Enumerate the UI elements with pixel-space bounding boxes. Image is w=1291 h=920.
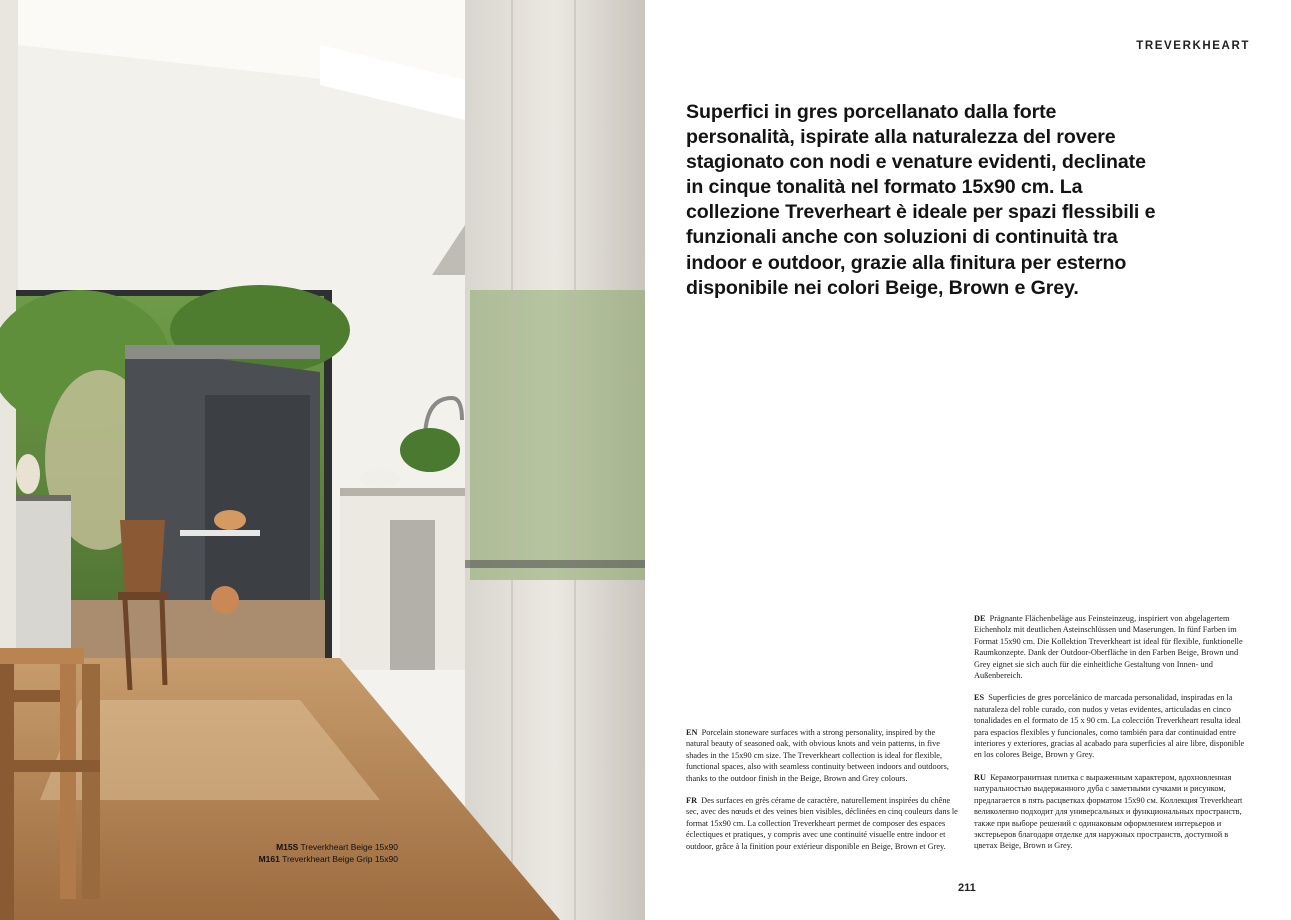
translation-text: Prägnante Flächenbeläge aus Feinsteinzeug, inspiriert von abgelagertem Eichenholz mit deutlichen Asteinschlüssen und Maserungen. In fünf Farben im Format 15x90 cm. Die Kollektion Treverkheart ist ideal für flexible, funktionelle Raumkonzepte. Dank der Outdoor-Oberfläche in den Farben Beige, Brown und Grey eignet sie sich auch für die einheitliche Gestaltung von Innen- und Außenbereich.: [974, 614, 1243, 681]
translation-es: [974, 692, 1250, 760]
lang-code: EN: [686, 728, 698, 737]
intro-paragraph: Superfici in gres porcellanato dalla forte personalità, ispirate alla naturalezza del rovere stagionato con nodi e venature evidenti, declinate in cinque tonalità nel formato 15x90 cm. La collezione Treverheart è ideale per spazi flessibili e funzionali anche con soluzioni di continuità tra indoor e outdoor, grazie alla finitura per esterno disponibile nei colori Beige, Brown e Grey.: [686, 101, 1156, 299]
translation-column-left: [686, 727, 960, 863]
translation-ru: [974, 772, 1250, 852]
translation-text: Superficies de gres porcelánico de marcada personalidad, inspiradas en la naturaleza del roble curado, con nudos y vetas evidentes, articuladas en cinco tonalidades en el formato de 15 x 90 cm. La colección Treverkheart resulta ideal para espacios flexibles y funcionales, como también para dar continuidad entre interiores y exteriores, gracias al acabado para superficies al aire libre, disponible en los colores Beige, Brown y Grey.: [974, 693, 1245, 760]
kitchen-photo: [0, 0, 645, 920]
text-page: [645, 0, 1291, 920]
translation-text: Porcelain stoneware surfaces with a strong personality, inspired by the natural beauty of seasoned oak, with obvious knots and vein patterns, in five shades in the 15x90 cm size. The Treverkheart collection is ideal for flexible, functional spaces, also with seamless continuity between indoors and outdoors, thanks to the outdoor finish in the Beige, Brown and Grey colours.: [686, 728, 949, 783]
lang-code: ES: [974, 693, 985, 703]
translation-en: [686, 727, 960, 784]
lang-code: RU: [974, 772, 986, 782]
caption-line-2: [170, 853, 398, 865]
page-number: 211: [958, 882, 976, 894]
kitchen-illustration: [0, 0, 645, 920]
translation-fr: [686, 795, 960, 852]
caption-line-1: [170, 841, 398, 853]
translation-text: Des surfaces en grès cérame de caractère, naturellement inspirées du chêne sec, avec des nœuds et des veines bien visibles, déclinées en cinq couleurs dans le format 15x90 cm. La collection Treverkheart permet de composer des espaces éclectiques et pratiques, y compris avec une continuité visuelle entre indoor et outdoor, grâce à la finition pour extérieur disponible en Beige, Brown et Grey.: [686, 796, 958, 851]
caption-code: M15S: [276, 842, 299, 852]
caption-code: M161: [258, 854, 280, 864]
translation-column-right: [974, 613, 1250, 863]
caption-text: Treverkheart Beige Grip 15x90: [282, 854, 398, 864]
brand-header: TREVERKHEART: [1136, 40, 1250, 52]
lang-code: FR: [686, 796, 698, 806]
translation-de: [974, 613, 1250, 681]
caption-text: Treverkheart Beige 15x90: [300, 842, 398, 852]
lang-code: DE: [974, 614, 986, 623]
photo-caption: [170, 841, 398, 865]
translation-text: Керамогранитная плитка с выраженным характером, вдохновленная натуральностью выдержанного дуба с заметными сучками и рисунком, предлагается в пять расцветках форматом 15x90 см. Коллекция Treverkheart великолепно подходит для универсальных и функциональных пространств, также при выборе решений с одинаковым оформлением интерьеров и экстерьеров благодаря отделке для наружных пространств, доступной в цветах Beige, Brown и Grey.: [974, 772, 1243, 851]
